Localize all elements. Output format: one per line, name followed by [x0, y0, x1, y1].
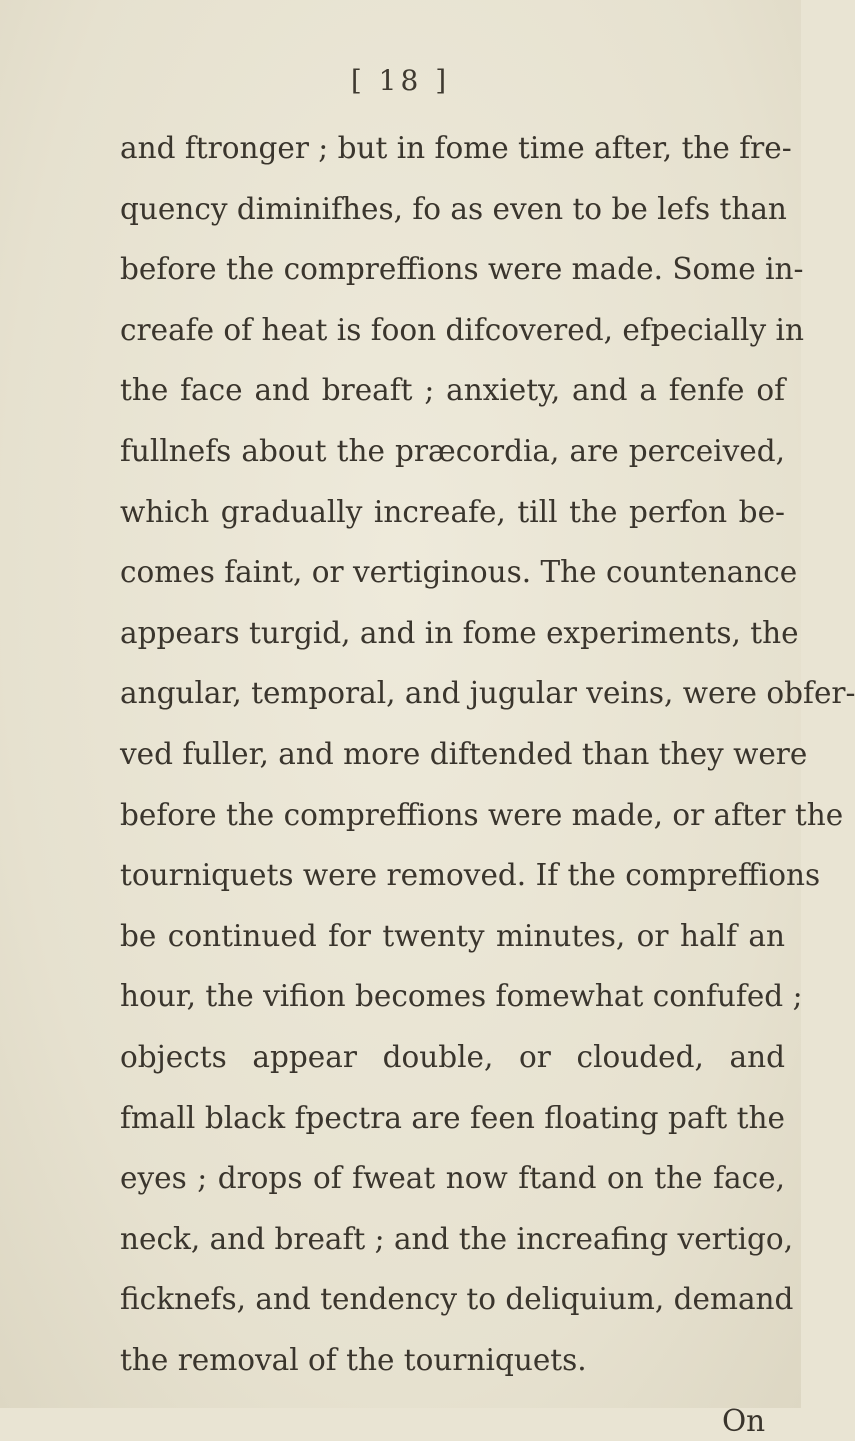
text-line: creafe of heat is foon difcovered, efpecially in	[120, 312, 804, 347]
text-line: neck, and breaft ; and the increafing vertigo,	[120, 1221, 794, 1256]
text-line: comes faint, or vertiginous. The countenance	[120, 555, 798, 590]
text-line: tourniquets were removed. If the compreffions	[120, 858, 821, 893]
text-line: angular, temporal, and jugular veins, were obfer-	[120, 676, 855, 711]
text-line: be continued for twenty minutes, or half an	[120, 918, 785, 953]
text-line: hour, the vifion becomes fomewhat confufed ;	[120, 979, 803, 1014]
text-line: which gradually increafe, till the perfon be-	[120, 494, 785, 529]
text-line: before the compreffions were made, or after the	[120, 797, 844, 832]
text-line: objects appear double, or clouded, and	[120, 1040, 785, 1074]
text-line: quency diminifhes, fo as even to be lefs than	[120, 191, 787, 226]
text-line: the removal of the tourniquets.	[120, 1343, 587, 1377]
text-line: and ftronger ; but in fome time after, the fre-	[120, 131, 792, 165]
text-line: eyes ; drops of fweat now ftand on the face,	[120, 1161, 785, 1196]
catchword: On	[722, 1403, 766, 1438]
text-line: before the compreffions were made. Some in-	[120, 252, 804, 287]
text-line: appears turgid, and in fome experiments, the	[120, 615, 799, 650]
text-line: fmall black fpectra are feen floating paft the	[120, 1100, 785, 1135]
text-line: the face and breaft ; anxiety, and a fenfe of	[120, 373, 785, 408]
text-line: ficknefs, and tendency to deliquium, demand	[120, 1282, 794, 1317]
text-line: ved fuller, and more diftended than they were	[120, 737, 808, 771]
page-number-header: [ 18 ]	[350, 64, 451, 97]
text-line: fullnefs about the præcordia, are perceived,	[120, 434, 785, 468]
